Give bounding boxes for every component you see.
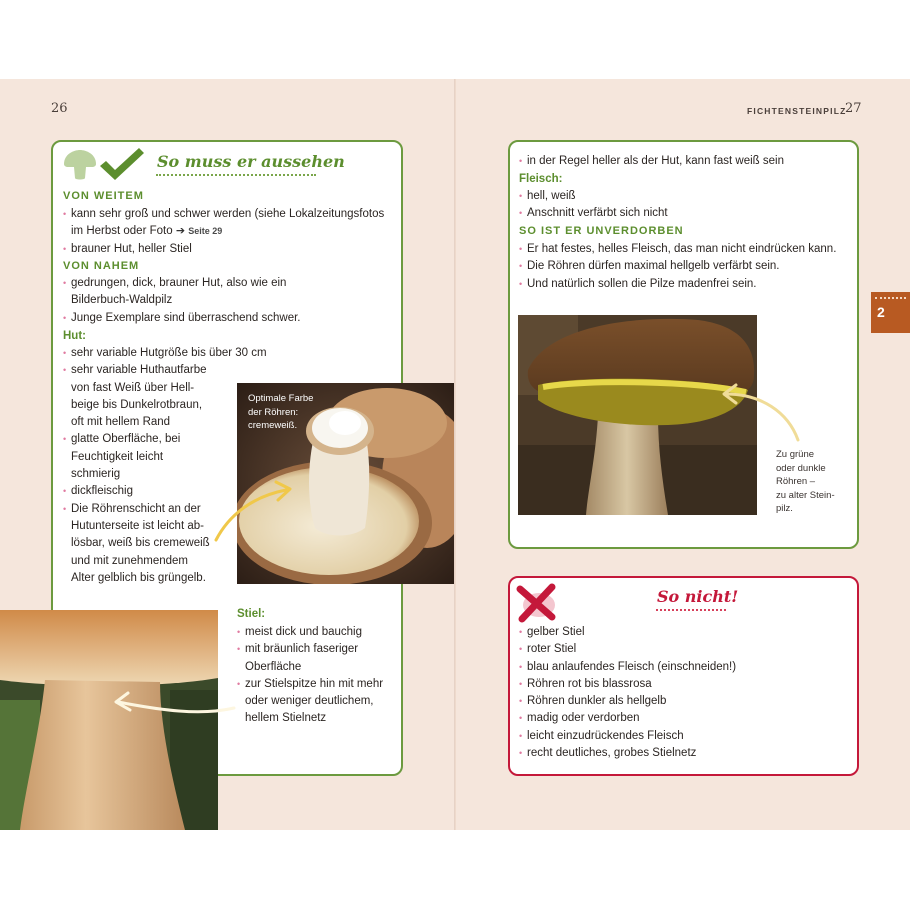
section-heading-stiel: Stiel: <box>237 608 266 620</box>
list-item: • Anschnitt verfärbt sich nicht <box>519 205 854 222</box>
arrow-right-icon: ➔ <box>175 225 186 238</box>
list-item: • Röhren dunkler als hellgelb <box>519 693 854 710</box>
list-item-continued: Feuchtigkeit leicht <box>71 450 164 463</box>
list-item: • leicht einzudrückendes Fleisch <box>519 728 854 745</box>
chapter-number: 2 <box>877 304 885 320</box>
list-item-continued: und mit zunehmendem <box>71 554 188 567</box>
white-arrow-icon <box>110 688 240 722</box>
list-item: • glatte Oberfläche, bei <box>63 431 363 448</box>
right-page-number: 27 <box>845 101 862 116</box>
title-underline <box>656 609 726 611</box>
left-page-number: 26 <box>51 101 68 116</box>
list-item: • meist dick und bauchig <box>237 624 399 641</box>
mushroom-icon <box>62 149 98 181</box>
list-item: • madig oder verdorben <box>519 710 854 727</box>
card-title: So muss er aussehen <box>157 152 345 171</box>
list-item-continued: Bilderbuch-Waldpilz <box>71 294 173 307</box>
list-item-continued: Hutunterseite ist leicht ab- <box>71 519 204 532</box>
list-item: • gedrungen, dick, brauner Hut, also wie ein <box>63 275 393 292</box>
page-reference-link[interactable]: Seite 29 <box>188 226 223 237</box>
list-item-continued: beige bis Dunkelrotbraun, <box>71 398 203 411</box>
list-item: • Die Röhren dürfen maximal hellgelb verfärbt sein. <box>519 258 854 275</box>
bad-card-title: So nicht! <box>657 587 739 606</box>
yellow-arrow-icon <box>210 478 300 548</box>
photo-caption-old: Zu grüne oder dunkle Röhren – zu alter Stein- pilz. <box>776 449 835 514</box>
list-item: • mit bräunlich faseriger <box>237 641 399 658</box>
von-nahem-list <box>63 275 393 327</box>
section-heading-fleisch: Fleisch: <box>519 173 563 185</box>
photo-caption-pores: Optimale Farbe der Röhren: cremeweiß. <box>248 393 314 431</box>
list-item: • roter Stiel <box>519 641 854 658</box>
list-item: • recht deutliches, grobes Stielnetz <box>519 745 854 762</box>
fleisch-list <box>519 188 854 223</box>
list-item-continued: Alter gelblich bis grüngelb. <box>71 571 206 584</box>
running-head: FICHTENSTEINPILZ <box>747 106 847 116</box>
title-underline <box>156 174 316 176</box>
list-item-continued: schmierig <box>71 468 121 481</box>
list-item: • Er hat festes, helles Fleisch, das man nicht eindrücken kann. <box>519 241 854 258</box>
list-item-continued: oder weniger deutlichem, <box>245 695 374 708</box>
cross-icon <box>514 583 558 623</box>
list-item: • dickfleischig <box>63 483 363 500</box>
list-item-continued: hellem Stielnetz <box>245 712 327 725</box>
continued-list <box>519 153 854 170</box>
list-item: • kann sehr groß und schwer werden (siehe Lokalzeitungsfotos <box>63 206 403 223</box>
list-item: • hell, weiß <box>519 188 854 205</box>
stiel-list <box>237 624 399 728</box>
checkmark-icon <box>98 146 146 182</box>
list-item: • zur Stielspitze hin mit mehr <box>237 676 399 693</box>
list-item-continued: oft mit hellem Rand <box>71 416 171 429</box>
list-item-continued: von fast Weiß über Hell- <box>71 381 195 394</box>
von-weitem-list <box>63 206 403 258</box>
list-item: • gelber Stiel <box>519 624 854 641</box>
unverdorben-list <box>519 241 854 293</box>
list-item: • Junge Exemplare sind überraschend schwer. <box>63 310 393 327</box>
list-item: • Und natürlich sollen die Pilze madenfrei sein. <box>519 276 854 293</box>
list-item: • blau anlaufendes Fleisch (einschneiden!) <box>519 659 854 676</box>
tab-dots <box>875 297 906 299</box>
list-item-continued: im Herbst oder Foto ➔ Seite 29 <box>71 225 223 238</box>
section-heading-von-nahem: VON NAHEM <box>63 260 140 272</box>
bad-features-list <box>519 624 854 762</box>
list-item: • Röhren rot bis blassrosa <box>519 676 854 693</box>
yellow-arrow-icon <box>716 382 806 446</box>
gutter <box>454 79 456 830</box>
list-item: • sehr variable Huthautfarbe <box>63 362 363 379</box>
list-item: • sehr variable Hutgröße bis über 30 cm <box>63 345 363 362</box>
list-item-continued: lösbar, weiß bis cremeweiß <box>71 537 210 550</box>
list-item: • brauner Hut, heller Stiel <box>63 241 403 258</box>
list-item: • in der Regel heller als der Hut, kann fast weiß sein <box>519 153 854 170</box>
section-heading-von-weitem: VON WEITEM <box>63 190 144 202</box>
list-item-continued: Oberfläche <box>245 660 302 673</box>
section-heading-unverdorben: SO IST ER UNVERDORBEN <box>519 225 684 237</box>
section-heading-hut: Hut: <box>63 330 86 342</box>
chapter-tab[interactable] <box>871 292 910 333</box>
list-item: • Die Röhrenschicht an der <box>63 501 363 518</box>
